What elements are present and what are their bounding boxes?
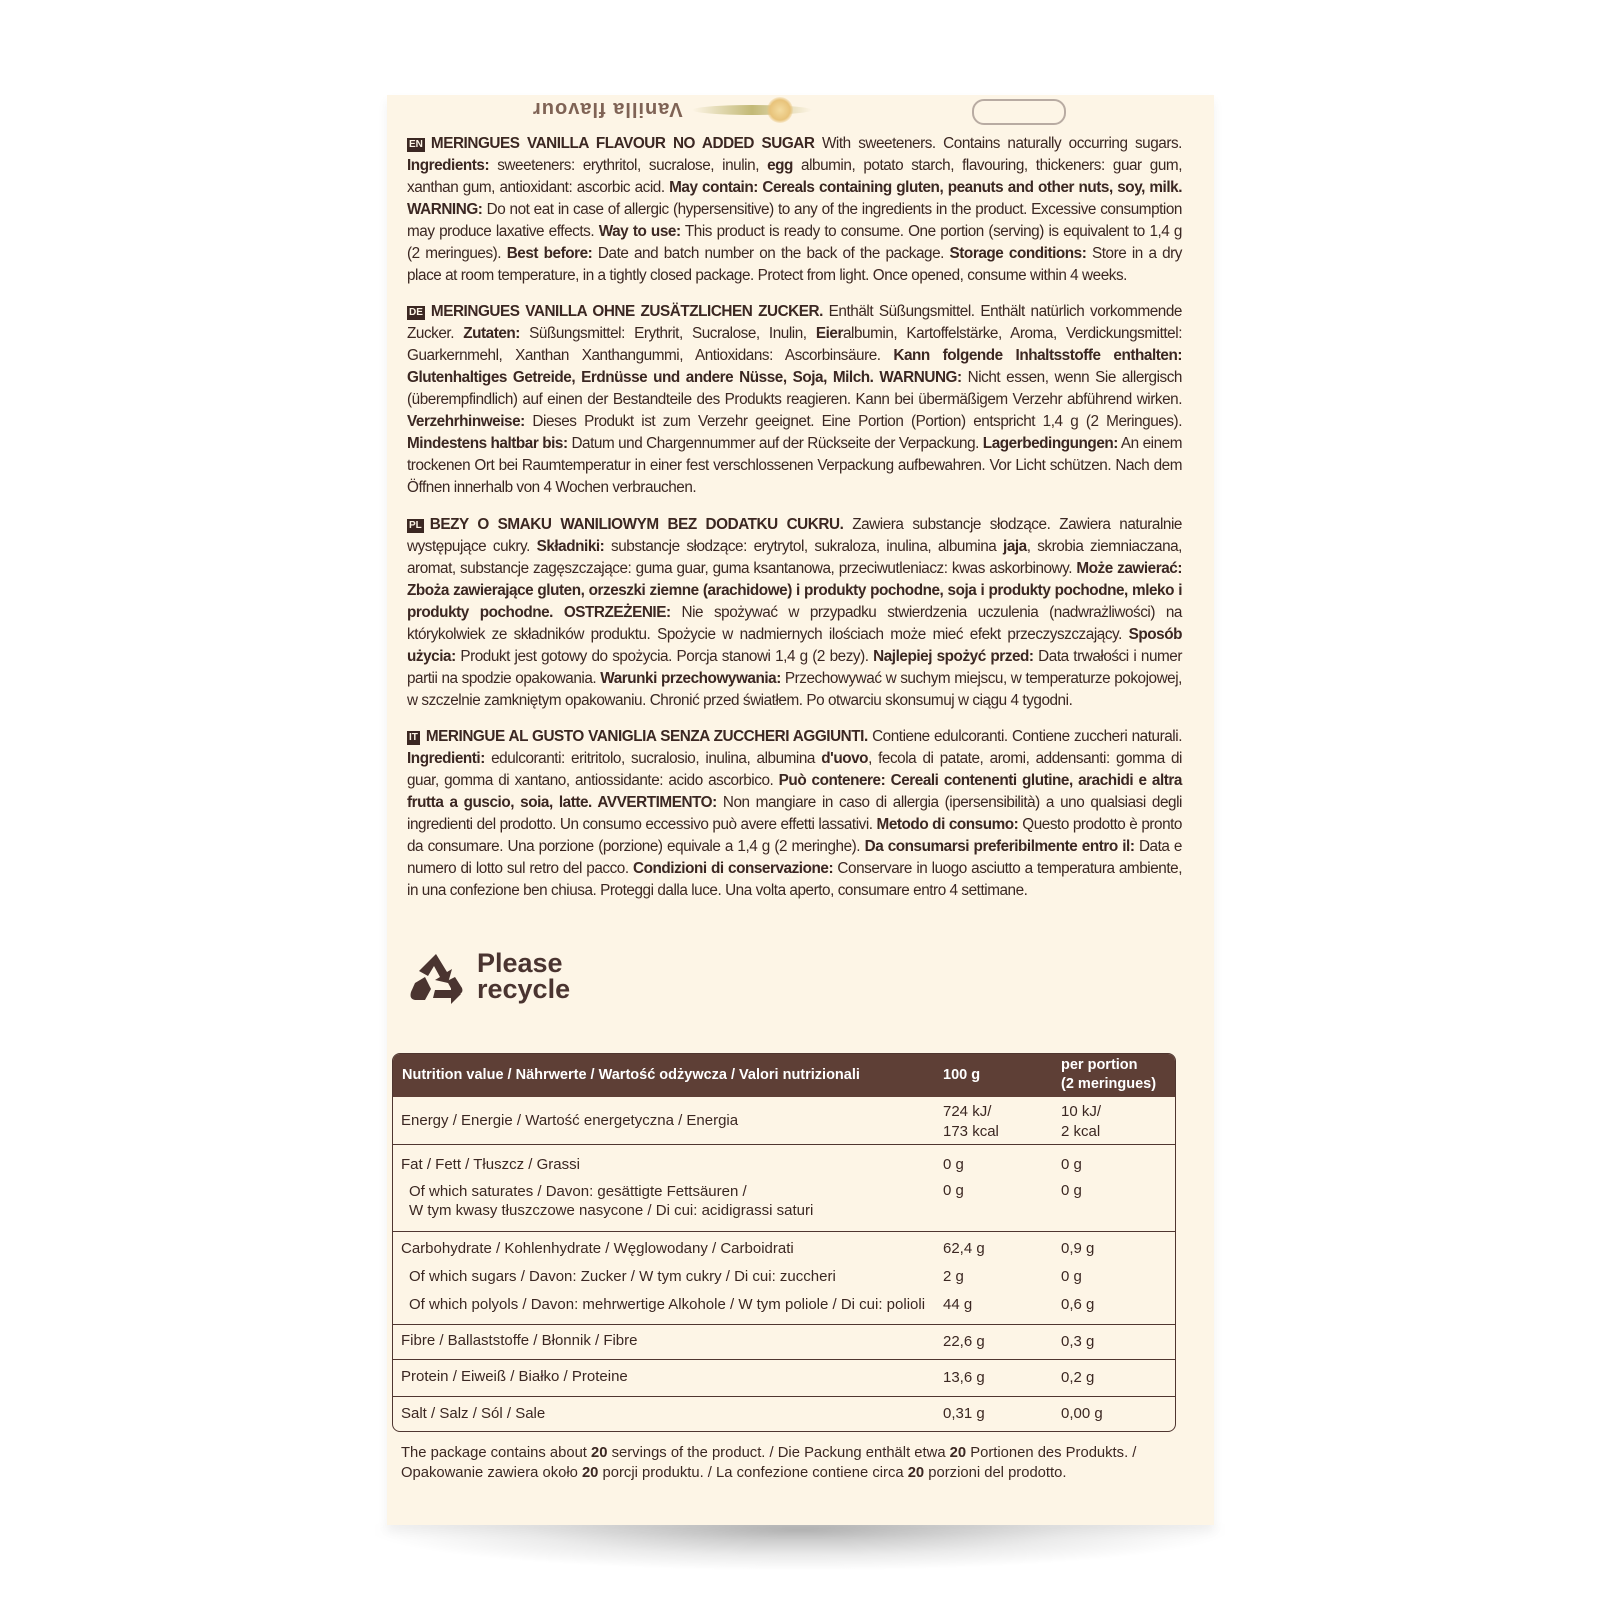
it-label: Condizioni di conservazione: [633, 860, 834, 877]
text-section-de [407, 301, 1182, 499]
row-value-100g: 2 g [943, 1268, 964, 1285]
pl-text: Przechowywać w suchym miejscu, w temperaturze pokojowej, w szczelnie zamkniętym opakowaniu. Chronić przed światłem. Po otwarciu skonsumuj w ciągu 4 tygodni. [407, 670, 1182, 709]
nutrition-table-header [393, 1054, 1175, 1097]
en-text: With sweeteners. Contains naturally occurring sugars. [814, 135, 1182, 152]
en-text: Store in a dry place at room temperature, in a tightly closed package. Protect from light. Once opened, consume within 4 weeks. [407, 245, 1182, 284]
en-text: Date and batch number on the back of the package. [592, 245, 950, 262]
row-value-100g: 44 g [943, 1296, 973, 1313]
pl-label: Sposób użycia: [407, 626, 1182, 665]
row-label: Carbohydrate / Kohlenhydrate / Węglowodany / Carboidrati [401, 1240, 794, 1257]
pl-label: Składniki: [536, 538, 605, 555]
header-col-portion-line1: per portion [1061, 1057, 1138, 1073]
it-label: Ingredienti: [407, 750, 485, 767]
row-value-portion: 0 g [1061, 1156, 1082, 1173]
en-title: MERINGUES VANILLA FLAVOUR NO ADDED SUGAR [430, 135, 815, 152]
header-col-100g: 100 g [943, 1067, 981, 1083]
row-value-100g: 13,6 g [943, 1369, 985, 1386]
header-col-portion [1061, 1056, 1156, 1094]
row-value-portion: 0,9 g [1061, 1240, 1095, 1257]
de-text: albumin, Kartoffelstärke, Aroma, Verdickungsmittel: Guarkernmehl, Xanthan Xanthangummi, Antioxidans: Ascorbinsäure. [407, 325, 1182, 364]
header-label: Nutrition value / Nährwerte / Wartość odżywcza / Valori nutrizionali [402, 1067, 860, 1083]
row-label: Energy / Energie / Wartość energetyczna / Energia [401, 1112, 739, 1129]
en-label: Best before: [506, 245, 593, 262]
pl-text: Data trwałości i numer partii na spodzie opakowania. [407, 648, 1182, 687]
it-allergen: d'uovo [821, 750, 869, 767]
servings-count: 20 [949, 1445, 967, 1461]
pl-text: Produkt jest gotowy do spożycia. Porcja stanowi 1,4 g (2 bezy). [455, 648, 874, 665]
it-text: Contiene edulcoranti. Contiene zuccheri naturali. [867, 728, 1182, 745]
de-allergen: Eier [815, 325, 843, 342]
note-text: porzioni del prodotto. [924, 1465, 1067, 1481]
table-row-salt [393, 1396, 1175, 1431]
en-text: Do not eat in case of allergic (hypersensitive) to any of the ingredients in the product. Excessive consumption may produce laxative effects. [407, 201, 1182, 240]
row-value-100g: 62,4 g [943, 1240, 985, 1257]
en-text: albumin, potato starch, flavouring, thickeners: guar gum, xanthan gum, antioxidant: ascorbic acid. [407, 157, 1182, 196]
note-text: The package contains about [401, 1445, 592, 1461]
vanilla-leaf-graphic [692, 105, 812, 115]
de-may-contain: Kann folgende Inhaltsstoffe enthalten: Glutenhaltiges Getreide, Erdnüsse und andere Nüsse, Soja, Milch. WARNUNG: [407, 347, 1182, 386]
row-value-portion: 0,6 g [1061, 1296, 1095, 1313]
table-row-carbohydrate [393, 1231, 1175, 1324]
brand-logo-icon [972, 99, 1066, 125]
en-text: This product is ready to consume. One portion (serving) is equivalent to 1,4 g (2 meringues). [407, 223, 1182, 262]
servings-count: 20 [907, 1465, 925, 1481]
de-label: Zutaten: [463, 325, 520, 342]
pl-text: Nie spożywać w przypadku stwierdzenia uczulenia (nadwrażliwości) na którykolwiek ze składników produktu. Spożycie w nadmiernych ilościach może mieć efekt przeczyszczający. [407, 604, 1182, 643]
en-label: Way to use: [598, 223, 681, 240]
de-text: An einem trockenen Ort bei Raumtemperatur in einer fest verschlossenen Verpackung aufbewahren. Vor Licht schützen. Nach dem Öffnen innerhalb von 4 Wochen verbrauchen. [407, 435, 1182, 496]
row-value-100g: 0 g [943, 1182, 964, 1199]
recycle-notice [407, 950, 797, 1010]
table-row-fat [393, 1144, 1175, 1231]
it-text: Data e numero di lotto sul retro del pacco. [407, 838, 1182, 877]
nutrition-table [392, 1053, 1176, 1432]
row-value-100g: 0 g [943, 1156, 964, 1173]
en-label: Storage conditions: [949, 245, 1087, 262]
row-value-100g [943, 1102, 999, 1142]
row-value-portion: 0,3 g [1061, 1333, 1095, 1350]
de-text: Enthält Süßungsmittel. Enthält natürlich vorkommende Zucker. [407, 303, 1182, 342]
servings-count: 20 [591, 1445, 608, 1461]
it-text: Questo prodotto è pronto da consumare. Una porzione (porzione) equivale a 1,4 g (2 meringhe). [407, 816, 1182, 855]
en-may-contain: May contain: Cereals containing gluten, peanuts and other nuts, soy, milk. WARNING: [407, 179, 1182, 218]
it-text: edulcoranti: eritritolo, sucralosio, inulina, albumina [484, 750, 822, 767]
pl-text: substancje słodzące: erytrytol, sukraloza, inulina, albumina [604, 538, 1004, 555]
de-text: Datum und Chargennummer auf der Rückseite der Verpackung. [567, 435, 983, 452]
de-text: Nicht essen, wenn Sie allergisch (überempfindlich) auf einen der Bestandteile des Produkts reagieren. Kann bei übermäßigem Verzehr abführend wirken. [407, 369, 1182, 408]
note-text: Portionen des Produkts. / Opakowanie zawiera około [401, 1445, 1137, 1481]
text-section-it [407, 726, 1182, 902]
row-label: Fibre / Ballaststoffe / Błonnik / Fibre [401, 1332, 638, 1349]
label-part: W tym kwasy tłuszczowe nasycone / Di cui: acidigrassi saturi [409, 1202, 814, 1219]
it-may-contain: Può contenere: Cereali contenenti glutine, arachidi e altra frutta a guscio, soia, latte. AVVERTIMENTO: [407, 772, 1182, 811]
pl-text: Zawiera substancje słodzące. Zawiera naturalnie występujące cukry. [407, 516, 1182, 555]
recycle-line-1: Please [477, 948, 563, 978]
row-sub-label-saturates [401, 1182, 813, 1220]
mirrored-flap-title: Vanilla flavour [532, 98, 683, 120]
table-row-energy [393, 1097, 1175, 1144]
text-section-en [407, 133, 1182, 287]
pl-text: , skrobia ziemniaczana, aromat, substancje zagęszczające: guma guar, guma ksantanowa, przeciwutleniacz: kwas askorbinowy. [407, 538, 1182, 577]
lang-badge-pl: PL [409, 520, 422, 531]
servings-count: 20 [581, 1465, 599, 1481]
recycle-icon [407, 950, 465, 1008]
en-allergen: egg [767, 157, 793, 174]
pl-title: BEZY O SMAKU WANILIOWYM BEZ DODATKU CUKRU. [429, 516, 844, 533]
row-value-portion: 0 g [1061, 1182, 1082, 1199]
label-part: Of which saturates / Davon: gesättigte Fettsäuren / [409, 1183, 747, 1200]
top-flap [387, 95, 1214, 127]
row-value-100g: 0,31 g [943, 1405, 985, 1422]
value-part: 724 kJ/ [943, 1103, 992, 1120]
recycle-text [477, 950, 570, 1002]
note-text: servings of the product. / Die Packung enthält etwa [607, 1445, 950, 1461]
value-part: 173 kcal [943, 1123, 999, 1140]
row-value-100g: 22,6 g [943, 1333, 985, 1350]
row-sub-label-polyols: Of which polyols / Davon: mehrwertige Alkohole / W tym poliole / Di cui: polioli [409, 1296, 926, 1313]
lang-badge-it: IT [409, 732, 418, 743]
lang-badge-en: EN [409, 139, 423, 150]
de-text: Süßungsmittel: Erythrit, Sucralose, Inulin, [519, 325, 816, 342]
pl-label: Warunki przechowywania: [600, 670, 781, 687]
row-value-portion: 0,00 g [1061, 1405, 1103, 1422]
recycle-line-2: recycle [477, 974, 571, 1004]
row-sub-label-sugars: Of which sugars / Davon: Zucker / W tym cukry / Di cui: zuccheri [409, 1268, 836, 1285]
table-row-protein [393, 1359, 1175, 1396]
en-ingredients-label: Ingredients: [407, 157, 490, 174]
pl-may-contain: Może zawierać: Zboża zawierające gluten, orzeszki ziemne (arachidowe) i produkty pochodne, soja i produkty pochodne, mleko i produkty pochodne. OSTRZEŻENIE: [407, 560, 1182, 621]
it-text: Non mangiare in caso di allergia (ipersensibilità) a uno qualsiasi degli ingredienti del prodotto. Un consumo eccessivo può avere effetti lassativi. [407, 794, 1182, 833]
row-label: Protein / Eiweiß / Białko / Proteine [401, 1368, 628, 1385]
it-title: MERINGUE AL GUSTO VANIGLIA SENZA ZUCCHERI AGGIUNTI. [425, 728, 868, 745]
pl-allergen: jaja [1003, 538, 1027, 555]
it-text: Conservare in luogo asciutto a temperatura ambiente, in una confezione ben chiusa. Proteggi dalla luce. Una volta aperto, consumare entro 4 settimane. [407, 860, 1182, 899]
vanilla-flower-graphic [767, 97, 793, 123]
value-part: 10 kJ/ [1061, 1103, 1102, 1120]
pl-label: Najlepiej spożyć przed: [873, 648, 1034, 665]
it-text: , fecola di patate, aromi, addensanti: gomma di guar, gomma di xantano, antiossidante: acido ascorbico. [407, 750, 1182, 789]
it-label: Metodo di consumo: [876, 816, 1019, 833]
de-text: Dieses Produkt ist zum Verzehr geeignet. Eine Portion (Portion) entspricht 1,4 g (2 Meringues). [524, 413, 1182, 430]
de-label: Mindestens haltbar bis: [407, 435, 568, 452]
en-text: sweeteners: erythritol, sucralose, inulin, [489, 157, 768, 174]
table-row-fibre [393, 1324, 1175, 1359]
de-label: Lagerbedingungen: [982, 435, 1118, 452]
note-text: porcji produktu. / La confezione contiene circa [598, 1465, 908, 1481]
lang-badge-de: DE [409, 307, 423, 318]
package-back [387, 95, 1214, 1525]
row-label: Salt / Salz / Sól / Sale [401, 1405, 546, 1422]
text-section-pl [407, 514, 1182, 712]
row-value-portion [1061, 1102, 1101, 1142]
de-label: Verzehrhinweise: [407, 413, 525, 430]
header-col-portion-line2: (2 meringues) [1061, 1076, 1157, 1092]
servings-note [401, 1443, 1171, 1483]
de-title: MERINGUES VANILLA OHNE ZUSÄTZLICHEN ZUCKER. [430, 303, 823, 320]
row-value-portion: 0,2 g [1061, 1369, 1095, 1386]
value-part: 2 kcal [1061, 1123, 1101, 1140]
it-label: Da consumarsi preferibilmente entro il: [864, 838, 1135, 855]
row-label: Fat / Fett / Tłuszcz / Grassi [401, 1156, 580, 1173]
row-value-portion: 0 g [1061, 1268, 1082, 1285]
